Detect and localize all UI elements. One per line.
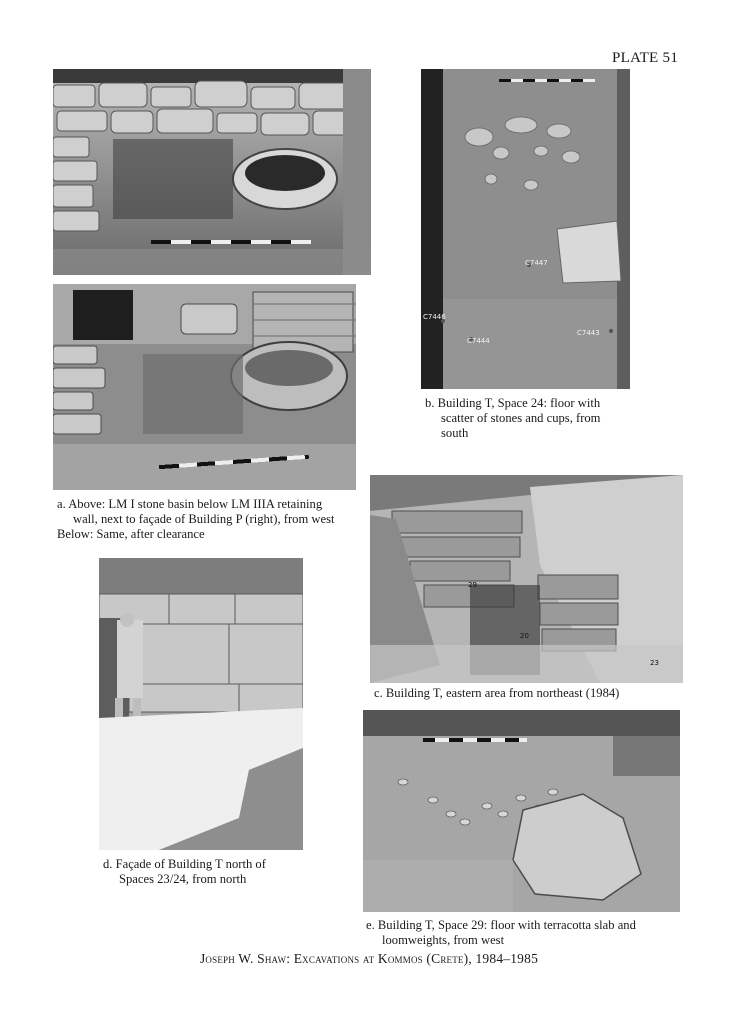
caption-b xyxy=(425,396,600,441)
caption-e-line: loomweights, from west xyxy=(382,933,505,947)
find-label: C7443 xyxy=(577,329,600,337)
caption-c xyxy=(374,686,619,701)
page-footer: Joseph W. Shaw: Excavations at Kommos (Crete), 1984–1985 xyxy=(199,951,539,966)
caption-a-line: a. Above: LM I stone basin below LM IIIA retaining xyxy=(57,497,323,511)
photo-b xyxy=(421,69,630,389)
caption-d xyxy=(103,857,266,887)
plate-number: PLATE 51 xyxy=(612,50,679,66)
photo-c xyxy=(370,475,683,683)
caption-d-line: d. Façade of Building T north of xyxy=(103,857,266,871)
caption-b-line: south xyxy=(441,426,469,440)
photo-a-above xyxy=(53,69,371,275)
space-number: 23 xyxy=(650,659,659,667)
photo-d xyxy=(99,558,303,850)
caption-e-line: e. Building T, Space 29: floor with terracotta slab and xyxy=(366,918,636,932)
caption-a-line: wall, next to façade of Building P (right), from west xyxy=(73,512,335,526)
caption-e xyxy=(366,918,636,948)
find-label: C7446 xyxy=(423,313,446,321)
find-label: C7444 xyxy=(467,337,490,345)
photo-e xyxy=(363,710,680,912)
photo-a-below xyxy=(53,284,356,490)
caption-b-line: scatter of stones and cups, from xyxy=(441,411,601,425)
caption-a-line: Below: Same, after clearance xyxy=(57,527,205,541)
caption-a xyxy=(57,497,335,542)
caption-c-line: c. Building T, eastern area from northeast (1984) xyxy=(374,686,620,700)
caption-d-line: Spaces 23/24, from north xyxy=(119,872,247,886)
space-number: 29 xyxy=(468,581,477,589)
space-number: 20 xyxy=(520,632,529,640)
find-label: C7447 xyxy=(525,259,548,267)
caption-b-line: b. Building T, Space 24: floor with xyxy=(425,396,601,410)
